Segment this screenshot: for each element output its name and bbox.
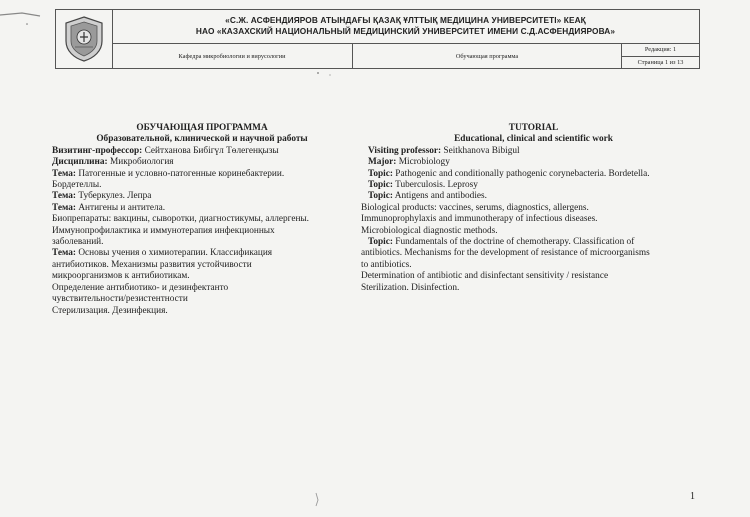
en-title: TUTORIAL (508, 123, 559, 133)
ru-topic-4-line-2: антибиотиков. Механизмы развития устойчивости (52, 259, 252, 270)
ru-sterilization: Стерилизация. Дезинфекция. (52, 305, 168, 316)
ru-topic-1-cont: Бордетеллы. (52, 180, 102, 191)
en-visiting-professor: Visiting professor: Seitkhanova Bibigul (368, 145, 520, 156)
ru-topic-1: Тема: Патогенные и условно-патогенные коринебактерии. (52, 168, 285, 179)
ru-discipline: Дисциплина: Микробиология (52, 157, 174, 168)
en-subtitle: Educational, clinical and scientific work (454, 134, 613, 145)
en-topic-1: Topic: Pathogenic and conditionally pathogenic corynebacteria. Bordetella. (368, 168, 650, 179)
department-cell: Кафедра микробиологии и вирусологии (112, 44, 353, 68)
en-topic-4-line-2: antibiotics. Mechanisms for the development of resistance of microorganisms (361, 248, 650, 259)
ru-immuno-line-1: Иммунопрофилактика и иммунотерапия инфекционных (52, 225, 275, 236)
university-title (112, 10, 699, 44)
ru-topic-4-line-3: микроорганизмов к антибиотикам. (52, 271, 190, 282)
edition-label: Редакция: 1 (622, 44, 699, 57)
ru-determination-1: Определение антибиотико- и дезинфектанто (52, 282, 229, 293)
en-topic-4: Topic: Fundamentals of the doctrine of chemotherapy. Classification of (368, 237, 635, 248)
ru-bio-products: Биопрепараты: вакцины, сыворотки, диагностикумы, аллергены. (52, 214, 309, 225)
ru-immuno-line-2: заболеваний. (52, 237, 104, 248)
university-name-ru: НАО «КАЗАХСКИЙ НАЦИОНАЛЬНЫЙ МЕДИЦИНСКИЙ УНИВЕРСИТЕТ ИМЕНИ С.Д.АСФЕНДИЯРОВА» (195, 26, 616, 36)
page-info-label: Страница 1 из 13 (637, 59, 684, 66)
ru-subtitle: Образовательной, клинической и научной работы (96, 134, 308, 145)
en-immuno: Immunoprophylaxis and immunotherapy of infectious diseases. (361, 214, 598, 225)
en-determination: Determination of antibiotic and disinfectant sensitivity / resistance (361, 271, 609, 282)
document-header (55, 9, 700, 69)
ru-determination-2: чувствительности/резистентности (52, 294, 188, 305)
ru-topic-4: Тема: Основы учения о химиотерапии. Классификация (52, 248, 273, 259)
russian-column (52, 123, 352, 317)
ru-topic-2: Тема: Туберкулез. Лепра (52, 191, 152, 202)
en-topic-4-line-3: to antibiotics. (361, 259, 412, 270)
ru-title: ОБУЧАЮЩАЯ ПРОГРАММА (136, 123, 268, 133)
logo-cell (56, 10, 113, 68)
en-topic-2: Topic: Tuberculosis. Leprosy (368, 180, 478, 191)
en-micro-methods: Microbiological diagnostic methods. (361, 225, 498, 236)
en-topic-3: Topic: Antigens and antibodies. (368, 191, 487, 202)
university-emblem-icon (62, 15, 106, 63)
ru-topic-3: Тема: Антигены и антитела. (52, 202, 166, 213)
doc-type-cell: Обучающая программа (353, 44, 622, 68)
en-sterilization: Sterilization. Disinfection. (361, 282, 460, 293)
edition-cell (622, 44, 699, 68)
university-name-kz: «С.Ж. АСФЕНДИЯРОВ АТЫНДАҒЫ ҚАЗАҚ ҰЛТТЫҚ МЕДИЦИНА УНИВЕРСИТЕТІ» КЕАҚ (225, 15, 586, 25)
english-column (361, 123, 706, 294)
en-bio-products: Biological products: vaccines, serums, diagnostics, allergens. (361, 202, 589, 213)
ru-visiting-professor: Визитинг-профессор: Сейтханова Бибігүл Төлегенқызы (52, 145, 279, 156)
en-major: Major: Microbiology (368, 157, 450, 168)
page-number: 1 (690, 491, 695, 502)
